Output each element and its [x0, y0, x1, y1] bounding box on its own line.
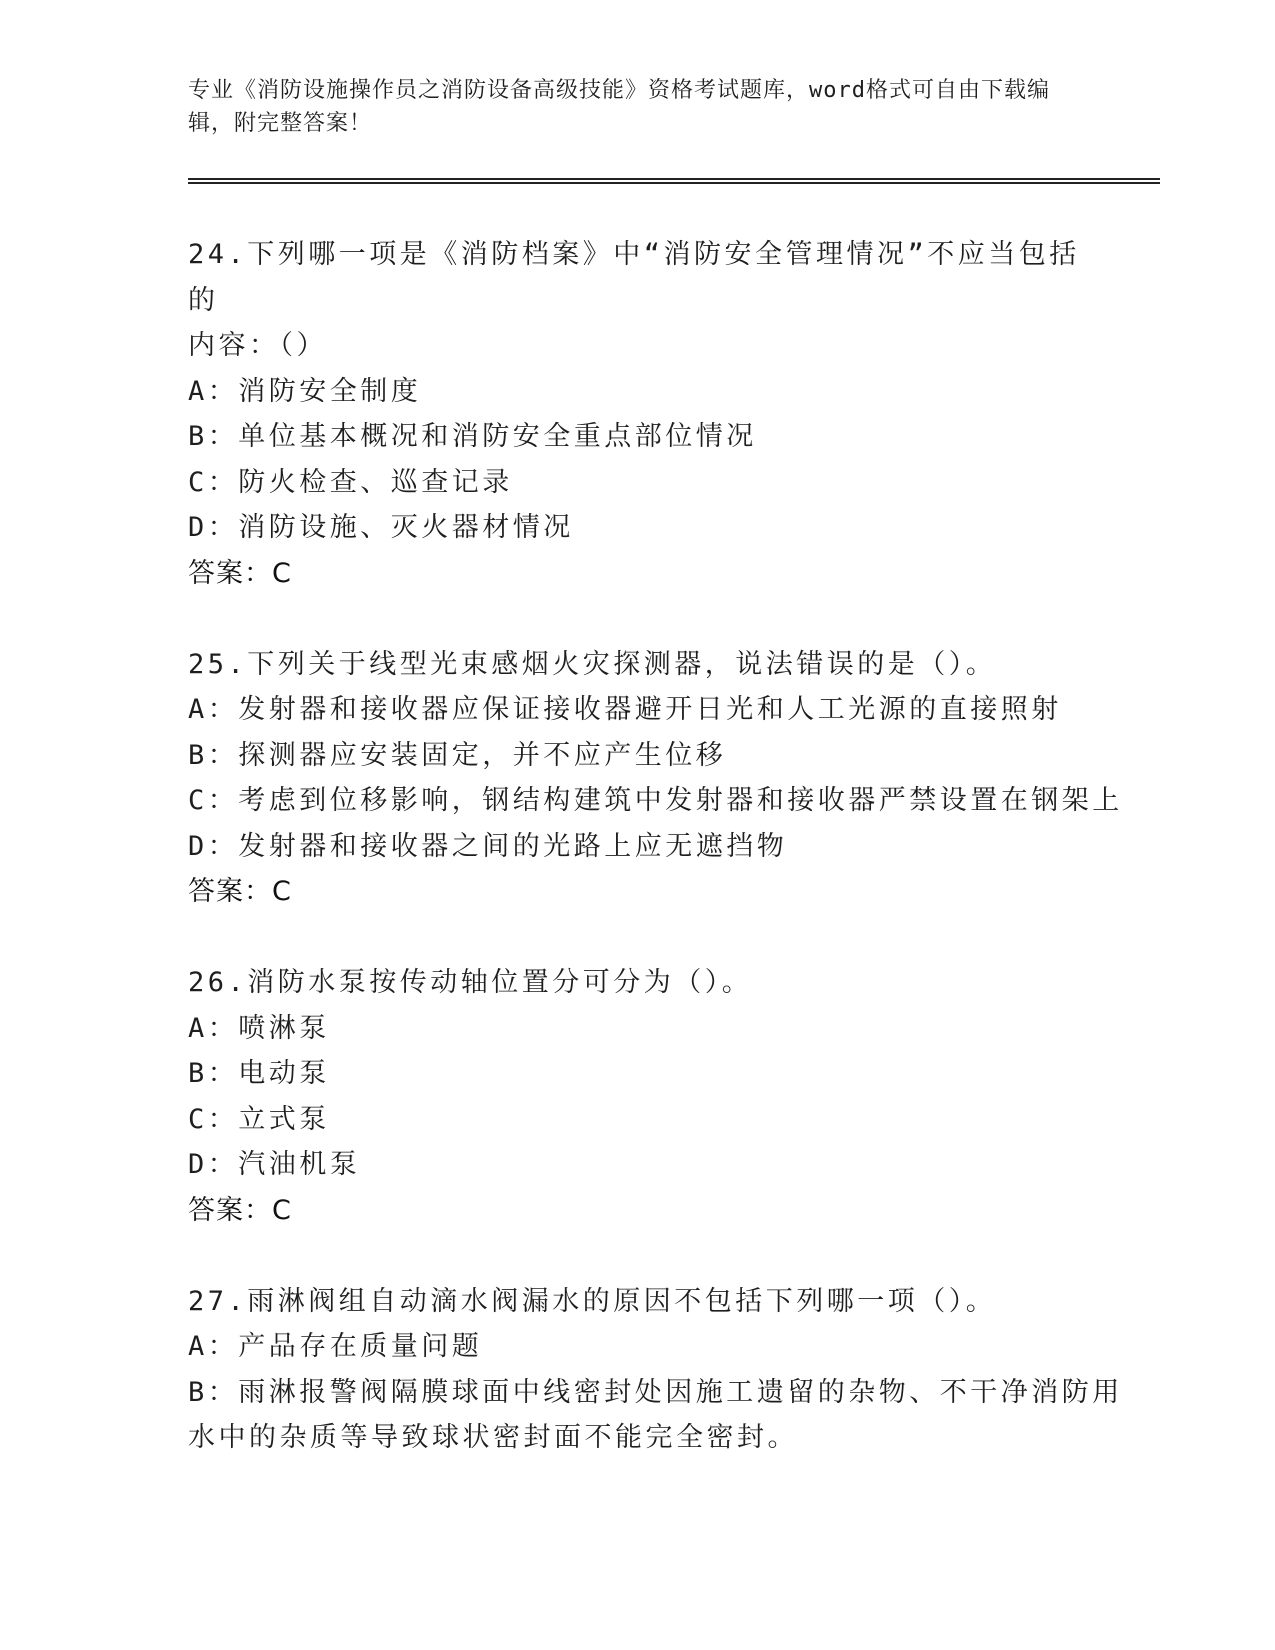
option-d: D：发射器和接收器之间的光路上应无遮挡物 [188, 830, 788, 862]
header-note: 专业《消防设施操作员之消防设备高级技能》资格考试题库，word格式可自由下载编辑，附完整答案！ [188, 78, 1050, 136]
answer-label: 答案：C [188, 876, 292, 907]
question-list [188, 232, 1123, 1506]
option-d: D：消防设施、灭火器材情况 [188, 512, 574, 543]
question-stem: 26.消防水泵按传动轴位置分可分为（）。 [188, 967, 753, 998]
option-c: C：立式泵 [188, 1103, 330, 1135]
option-b-continuation: 水中的杂质等导致球状密封面不能完全密封。 [188, 1422, 798, 1453]
answer-label: 答案：C [188, 557, 292, 589]
question-stem: 24.下列哪一项是《消防档案》中“消防安全管理情况”不应当包括的 [188, 239, 1080, 316]
question-24 [188, 232, 1088, 597]
option-c: C：考虑到位移影响，钢结构建筑中发射器和接收器严禁设置在钢架上 [188, 785, 1123, 816]
header-divider [188, 178, 1160, 184]
question-stem-continuation: 内容：（） [188, 330, 327, 361]
option-d: D：汽油机泵 [188, 1149, 361, 1180]
option-b: B：雨淋报警阀隔膜球面中线密封处因施工遗留的杂物、不干净消防用 [188, 1376, 1123, 1408]
option-a: A：发射器和接收器应保证接收器避开日光和人工光源的直接照射 [188, 694, 1062, 725]
question-stem: 25.下列关于线型光束感烟火灾探测器，说法错误的是（）。 [188, 648, 997, 680]
question-26 [188, 960, 1088, 1234]
question-27 [188, 1279, 1123, 1461]
option-a: A：消防安全制度 [188, 375, 422, 407]
option-b: B：探测器应安装固定，并不应产生位移 [188, 739, 727, 771]
question-stem: 27.雨淋阀组自动滴水阀漏水的原因不包括下列哪一项（）。 [188, 1285, 997, 1317]
option-c: C：防火检查、巡查记录 [188, 466, 513, 498]
option-b: B：单位基本概况和消防安全重点部位情况 [188, 421, 757, 452]
answer-label: 答案：C [188, 1194, 292, 1226]
question-25 [188, 642, 1123, 916]
option-b: B：电动泵 [188, 1058, 330, 1089]
option-a: A：喷淋泵 [188, 1012, 330, 1044]
option-a: A：产品存在质量问题 [188, 1331, 483, 1362]
